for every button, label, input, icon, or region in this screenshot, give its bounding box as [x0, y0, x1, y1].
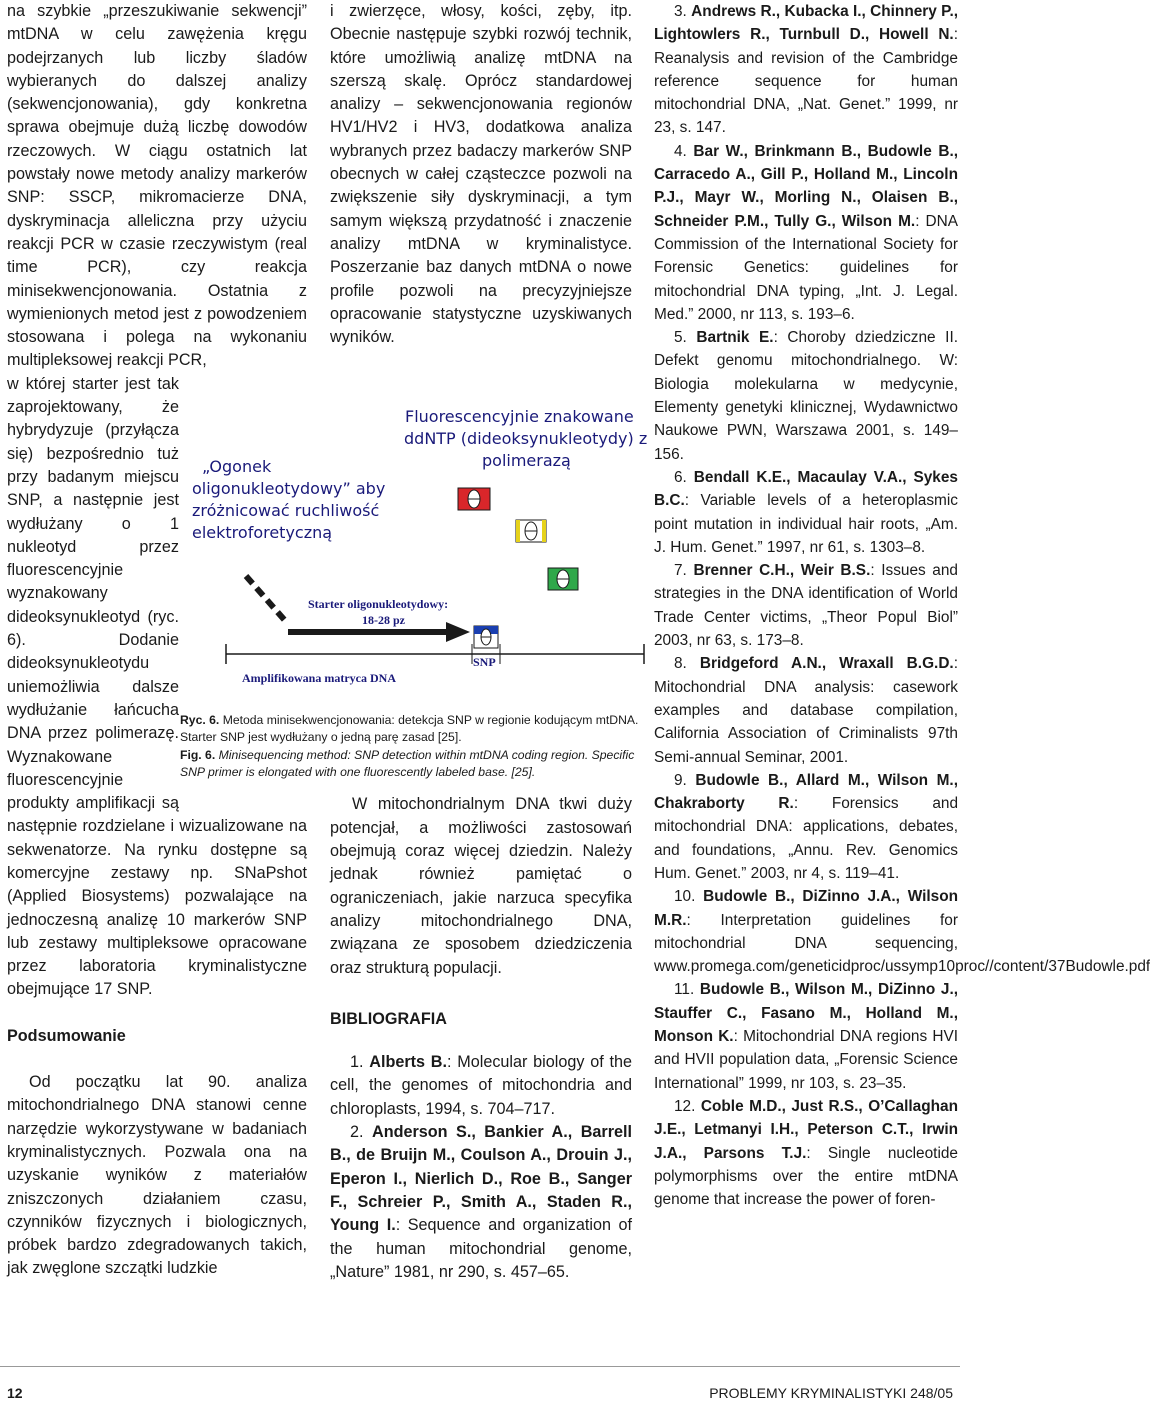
ref-text: : Issues and strategies in the DNA identification of World Trade Center victims, „Theor Popul Biol” 2003, nr 63, s. 173–8. — [654, 562, 958, 650]
label-fluor-line1: Fluorescencyjnie znakowane — [405, 407, 634, 426]
ref-number: 3. — [674, 3, 687, 20]
bibliography-entry — [654, 0, 958, 140]
ref-authors: Anderson S., Bankier A., Barrell B., de Bruijn M., Coulson A., Drouin J., Eperon I., Nierlich D., Roe B., Sanger F., Schreier P., Smith A., Staden R., Young I. — [330, 1123, 632, 1235]
ref-authors: Coble M.D., Just R.S., O’Callaghan J.E., Letmanyi I.H., Peterson C.T., Irwin J.A., Parsons T.J. — [654, 1097, 958, 1162]
ref-text: : Variable levels of a heteroplasmic point mutation in individual hair roots, „Am. J. Hum. Genet.” 1997, nr 61, s. 1303–8. — [654, 492, 958, 556]
paragraph-potential: W mitochondrialnym DNA tkwi duży potencjał, a możliwości zastosowań obejmują coraz więcej dziedzin. Należy jednak również pamiętać o ograniczeniach, jakie narzuca specyfika analizy mitochondrialnego DNA, związana ze sposobem dziedziczenia oraz strukturą populacji. — [330, 795, 632, 977]
ref-text: : Sequence and organization of the human mitochondrial genome, „Nature” 1981, nr 290, s. 457–65. — [330, 1216, 632, 1281]
ref-number: 7. — [674, 562, 687, 580]
label-template: Amplifikowana matryca DNA — [242, 671, 396, 685]
ref-number: 12. — [674, 1097, 696, 1115]
label-snp: SNP — [473, 655, 496, 669]
bibliography-entry — [654, 466, 958, 559]
column-right — [654, 0, 1150, 1211]
bibliography-entry — [654, 1095, 958, 1211]
bibliography-entry — [654, 559, 958, 652]
ddntp-green-icon — [548, 568, 578, 590]
ref-text: : DNA Commission of the International Society for Forensic Genetics: guidelines for mitochondrial DNA typing, „Int. J. Legal. Med.” 2000, nr 113, s. 193–6. — [654, 212, 959, 323]
snp-blue-icon — [474, 626, 498, 648]
ref-text: : Single nucleotide polymorphisms over the entire mtDNA genome that increase the power of foren- — [654, 1144, 958, 1209]
footer-rule — [0, 1366, 960, 1367]
bibliography-entry — [654, 978, 958, 1094]
ref-text: : Mitochondrial DNA analysis: casework examples and database compilation, California Association of Criminalists 97th Semi-annual Seminar, 2001. — [654, 655, 958, 766]
label-primer-line1: Starter oligonukleotydowy: — [308, 597, 449, 611]
ref-number: 8. — [674, 655, 687, 673]
oligo-tail-icon — [246, 576, 288, 624]
ref-text: : Reanalysis and revision of the Cambridge reference sequence for human mitochondrial DNA, „Nat. Genet.” 1999, nr 23, s. 147. — [654, 26, 958, 137]
dna-template-strand — [226, 644, 644, 664]
label-tail-line1: „Ogonek — [202, 457, 272, 476]
heading-summary: Podsumowanie — [7, 1026, 126, 1045]
ref-authors: Budowle B., DiZinno J.A., Wilson M.R. — [654, 888, 958, 929]
caption-polish — [180, 712, 640, 747]
paragraph-minisequencing: w której starter jest tak zaprojektowany, że hybrydyzuje (przyłącza się) bezpośrednio tuż przy badanym miejscu SNP, a następnie jest wydłużany o 1 nukleotyd przez fluorescencyjnie wyznakowany dideoksynukleotyd (ryc. 6). Dodanie dideoksynukleotydu uniemożliwia dalsze wydłużanie łańcucha DNA przez polimerazę. Wyznakowane fluorescencyjnie produkty amplifikacji są następnie rozdzielane i wizualizowane na sekwenatorze. Na rynku dostępne są komercyjne zestawy np. SNaPshot (Applied Biosystems) pozwalające na jednoczesną analizę 10 markerów SNP lub zestawy multipleksowe opracowane przez laboratoria kryminalistyczne obejmujące 17 SNP. — [7, 374, 307, 999]
ref-number: 4. — [674, 142, 687, 160]
ref-authors: Alberts B. — [369, 1053, 447, 1072]
heading-bibliography: BIBLIOGRAFIA — [330, 1009, 447, 1028]
paragraph-mtdna-future: i zwierzęce, włosy, kości, zęby, itp. Obecnie następuje szybki rozwój technik, które umożliwią analizę mtDNA na szerszą skalę. Oprócz standardowej analizy – sekwencjonowania regionów HV1/HV2 i HV3, dodatkowa analiza wybranych przez badaczy markerów SNP obecnych w całej cząsteczce pozwoli na zwiększenie siły dyskryminacji, a tym samym większą przydatność i znaczenie analizy mtDNA w kryminalistyce. Poszerzanie baz danych mtDNA o nowe profile pozwoli na precyzyjniejsze opracowanie statystyczne uzyskiwanych wyników. — [330, 2, 632, 347]
label-fluor-line3: polimerazą — [482, 451, 571, 470]
bibliography-entry — [654, 652, 958, 768]
ref-number: 5. — [674, 329, 687, 347]
ref-authors: Andrews R., Kubacka I., Chinnery P., Lightowlers R., Turnbull D., Howell N. — [654, 3, 958, 44]
ref-number: 10. — [674, 888, 696, 906]
bibliography-entry — [654, 769, 958, 885]
minisequencing-diagram — [180, 376, 650, 706]
label-tail-line2: oligonukleotydowy” aby — [192, 479, 386, 498]
ref-number: 6. — [674, 468, 687, 486]
paragraph-summary: Od początku lat 90. analiza mitochondrialnego DNA stanowi cenne narzędzie wykorzystywane w badaniach kryminalistycznych. Pozwala ona na uzyskanie wyników z materiałów zniszczonych działaniem czasu, czynników fizycznych i biologicznych, próbek bardzo zdegradowanych takich, jak zwęglone szczątki ludzkie — [7, 1073, 307, 1278]
caption-polish-label: Ryc. 6. — [180, 713, 220, 727]
ref-text: : Interpretation guidelines for mitochondrial DNA sequencing, www.promega.com/geneticidproc/ussymp10proc//content/37Budowle.pdf — [654, 911, 1150, 976]
label-primer-line2: 18-28 pz — [362, 613, 405, 627]
caption-english — [180, 747, 640, 782]
bibliography-list-part1 — [330, 1051, 632, 1284]
ref-authors: Bendall K.E., Macaulay V.A., Sykes B.C. — [654, 468, 958, 510]
ref-authors: Budowle B., Wilson M., DiZinno J., Stauffer C., Fasano M., Holland M., Monson K. — [654, 981, 959, 1046]
ref-number: 11. — [674, 981, 695, 999]
figure-caption — [180, 712, 640, 782]
ref-authors: Budowle B., Allard M., Wilson M., Chakraborty R. — [654, 771, 958, 813]
ref-text: : Mitochondrial DNA regions HVI and HVII population data, „Forensic Science International” 1999, nr 103, s. 23–35. — [654, 1028, 958, 1092]
caption-english-text: Minisequencing method: SNP detection within mtDNA coding region. Specific SNP primer is elongated with one fluorescently labeled base. [25]. — [180, 747, 635, 780]
page-number: 12 — [7, 1385, 23, 1401]
bibliography-entry — [654, 140, 958, 326]
caption-polish-text: Metoda minisekwencjonowania: detekcja SNP w regionie kodującym mtDNA. Starter SNP jest wydłużany o jedną parę zasad [25]. — [180, 713, 639, 745]
ddntp-red-icon — [458, 488, 490, 510]
figure-6-diagram — [180, 376, 650, 706]
journal-name: PROBLEMY KRYMINALISTYKI 248/05 — [709, 1385, 953, 1401]
ref-number: 9. — [674, 771, 687, 789]
label-tail-line4: elektroforetyczną — [192, 523, 333, 542]
bibliography-entry — [654, 326, 958, 466]
label-tail-line3: zróżnicować ruchliwość — [192, 501, 380, 520]
bibliography-entry — [330, 1121, 632, 1284]
ref-authors: Bartnik E. — [696, 329, 774, 347]
ref-text: : Molecular biology of the cell, the genomes of mitochondria and chloroplasts, 1994, s. 704–717. — [330, 1053, 632, 1118]
ref-authors: Bar W., Brinkmann B., Budowle B., Carracedo A., Gill P., Holland M., Lincoln P.J., Mayr W., Morling N., Olaisen B., Schneider P.M., Tully G., Wilson M. — [654, 142, 958, 230]
ddntp-yellow-icon — [516, 520, 546, 542]
bibliography-entry — [330, 1051, 632, 1121]
bibliography-entry — [654, 885, 1150, 978]
label-fluor-line2: ddNTP (dideoksynukleotydy) z — [404, 429, 648, 448]
ref-text: : Choroby dziedziczne II. Defekt genomu mitochondrialnego. W: Biologia molekularna w medycynie, Elementy genetyki klinicznej, Wydawnictwo Naukowe PWN, Warszawa 2001, s. 149–156. — [654, 329, 959, 463]
ref-authors: Brenner C.H., Weir B.S. — [693, 562, 871, 580]
ref-number: 1. — [350, 1053, 364, 1072]
ref-number: 2. — [350, 1123, 364, 1142]
paragraph-intro: na szybkie „przeszukiwanie sekwencji” mtDNA w celu zawężenia kręgu podejrzanych lub liczby śladów wybieranych do dalszej analizy (sekwencjonowania), gdy konkretna sprawa obejmuje dużą liczbę dowodów rzeczowych. W ciągu ostatnich lat powstały nowe metody analizy markerów SNP: SSCP, mikromacierze DNA, dyskryminacja alleliczna przy użyciu reakcji PCR w czasie rzeczywistym (real time PCR), czy reakcja minisekwencjonowania. Ostatnia z wymienionych metod jest z powodzeniem stosowana i polega na wykonaniu multipleksowej reakcji PCR, — [7, 2, 307, 370]
ref-text: : Forensics and mitochondrial DNA: applications, debates, and foundations, „Annu. Rev. Genomics Hum. Genet.” 2003, nr 4, s. 119–41. — [654, 795, 958, 882]
bibliography-list-part2 — [654, 0, 1150, 1211]
caption-english-label: Fig. 6. — [180, 747, 216, 762]
ref-authors: Bridgeford A.N., Wraxall B.G.D. — [699, 655, 954, 673]
